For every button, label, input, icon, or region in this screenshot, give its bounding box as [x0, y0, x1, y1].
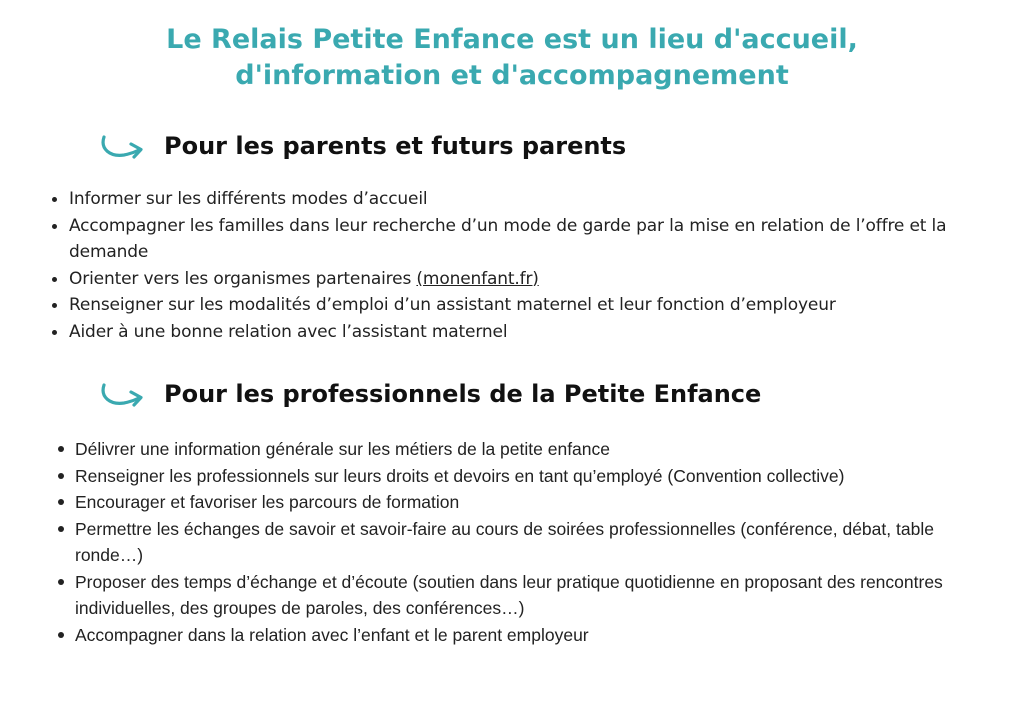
list-item: Orienter vers les organismes partenaires (monenfant.fr) [52, 266, 992, 293]
bullet-icon [58, 499, 64, 505]
list-item: Permettre les échanges de savoir et savoir-faire au cours de soirées professionnelles (conférence, débat, table ronde…) [58, 516, 988, 569]
parents-list [52, 186, 992, 345]
bullet-icon [52, 224, 57, 229]
list-item: Renseigner les professionnels sur leurs droits et devoirs en tant qu’employé (Convention collective) [58, 463, 988, 490]
section-heading-parents [98, 128, 626, 164]
bullet-icon [58, 632, 64, 638]
page-title-line-1: Le Relais Petite Enfance est un lieu d'accueil, [166, 24, 858, 55]
bullet-icon [58, 446, 64, 452]
page-title [0, 22, 1024, 94]
section-title-parents: Pour les parents et futurs parents [164, 132, 627, 160]
page-title-line-2: d'information et d'accompagnement [235, 60, 789, 91]
list-item: Accompagner les familles dans leur recherche d’un mode de garde par la mise en relation de l’offre et la demande [52, 213, 992, 266]
bullet-icon [52, 330, 57, 335]
monenfant-link[interactable]: (monenfant.fr) [416, 268, 539, 289]
list-item: Encourager et favoriser les parcours de formation [58, 489, 988, 516]
list-item: Aider à une bonne relation avec l’assistant maternel [52, 319, 992, 346]
curved-arrow-right-icon [98, 131, 148, 161]
list-item: Renseigner sur les modalités d’emploi d’un assistant maternel et leur fonction d’employeur [52, 292, 992, 319]
bullet-icon [52, 277, 57, 282]
bullet-icon [52, 197, 57, 202]
list-item: Délivrer une information générale sur les métiers de la petite enfance [58, 436, 988, 463]
professionals-list [58, 436, 988, 648]
bullet-icon [58, 526, 64, 532]
section-title-professionals: Pour les professionnels de la Petite Enfance [164, 380, 762, 408]
bullet-icon [58, 579, 64, 585]
bullet-icon [58, 473, 64, 479]
curved-arrow-right-icon [98, 379, 148, 409]
bullet-icon [52, 303, 57, 308]
list-item: Accompagner dans la relation avec l’enfant et le parent employeur [58, 622, 988, 649]
list-item: Informer sur les différents modes d’accueil [52, 186, 992, 213]
list-item: Proposer des temps d’échange et d’écoute (soutien dans leur pratique quotidienne en proposant des rencontres individuelles, des groupes de paroles, des conférences…) [58, 569, 988, 622]
section-heading-professionals [98, 376, 761, 412]
